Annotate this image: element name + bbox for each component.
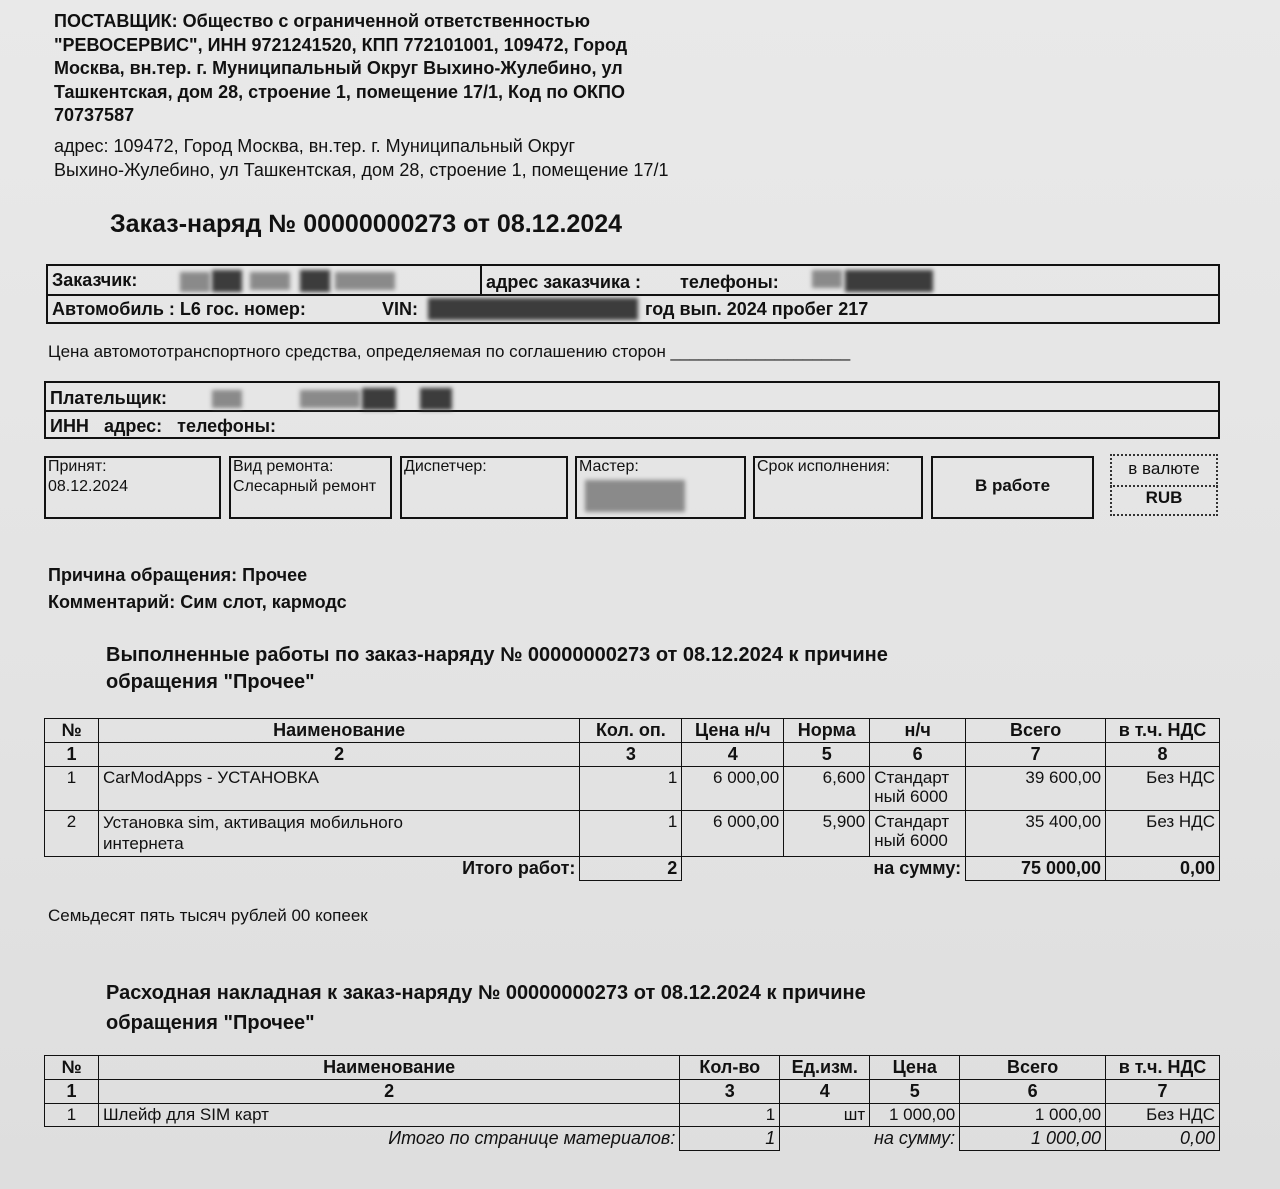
redacted-payer bbox=[212, 390, 242, 408]
row-norm: 6,600 bbox=[784, 767, 870, 811]
row-price: 6 000,00 bbox=[682, 811, 784, 857]
redacted-name bbox=[300, 270, 330, 292]
customer-address-label: адрес заказчика : bbox=[486, 272, 641, 292]
column-number: 5 bbox=[784, 743, 870, 767]
vin-label: VIN: bbox=[382, 299, 418, 319]
table-row bbox=[45, 1104, 1220, 1127]
row-name: Установка sim, активация мобильного интернета bbox=[98, 811, 579, 857]
payer-label: Плательщик: bbox=[50, 388, 167, 408]
column-number: 1 bbox=[45, 743, 99, 767]
redacted-phone bbox=[812, 270, 842, 288]
column-number-row bbox=[45, 1080, 1220, 1104]
header-cell: Норма bbox=[784, 719, 870, 743]
car-label: Автомобиль : L6 гос. номер: bbox=[52, 299, 306, 319]
info-label: Принят: bbox=[48, 458, 107, 475]
column-number-row bbox=[45, 743, 1220, 767]
column-number: 7 bbox=[966, 743, 1106, 767]
customer-phones-label: телефоны: bbox=[680, 272, 779, 292]
info-label: Вид ремонта: bbox=[233, 458, 334, 475]
column-number: 6 bbox=[960, 1080, 1106, 1104]
row-number: 1 bbox=[45, 767, 99, 811]
row-price: 1 000,00 bbox=[870, 1104, 960, 1127]
row-number: 2 bbox=[45, 811, 99, 857]
total-label: Итого работ: bbox=[45, 857, 580, 881]
table-header-row bbox=[45, 1056, 1220, 1080]
redacted-payer bbox=[300, 390, 360, 408]
customer-label: Заказчик: bbox=[52, 270, 138, 290]
price-note: Цена автомототранспортного средства, определяемая по соглашению сторон ___________________ bbox=[48, 342, 851, 361]
redacted-name bbox=[180, 272, 210, 292]
column-number: 4 bbox=[780, 1080, 870, 1104]
header-cell: Наименование bbox=[98, 719, 579, 743]
row-name: Шлейф для SIM карт bbox=[98, 1104, 679, 1127]
column-number: 4 bbox=[682, 743, 784, 767]
column-number: 5 bbox=[870, 1080, 960, 1104]
total-row bbox=[45, 857, 1220, 881]
header-cell: Наименование bbox=[98, 1056, 679, 1080]
info-value: Слесарный ремонт bbox=[233, 478, 377, 495]
works-heading-line: Выполненные работы по заказ-наряду № 00000000273 от 08.12.2024 к причине bbox=[106, 644, 888, 666]
document-title: Заказ-наряд № 00000000273 от 08.12.2024 bbox=[110, 210, 623, 238]
redacted-master bbox=[585, 480, 685, 512]
materials-table bbox=[44, 1055, 1220, 1151]
year-mileage: год вып. 2024 пробег 217 bbox=[645, 299, 869, 319]
header-cell: в т.ч. НДС bbox=[1106, 1056, 1220, 1080]
payer-inn-line: ИНН адрес: телефоны: bbox=[50, 416, 276, 436]
info-label: Диспетчер: bbox=[404, 458, 487, 475]
row-total: 1 000,00 bbox=[960, 1104, 1106, 1127]
row-total: 35 400,00 bbox=[966, 811, 1106, 857]
total-qty: 1 bbox=[680, 1127, 780, 1151]
row-vat: Без НДС bbox=[1106, 767, 1220, 811]
address-line: адрес: 109472, Город Москва, вн.тер. г. Муниципальный Округ bbox=[54, 136, 576, 156]
row-number: 1 bbox=[45, 1104, 99, 1127]
row-name: CarModApps - УСТАНОВКА bbox=[98, 767, 579, 811]
header-cell: Всего bbox=[960, 1056, 1106, 1080]
currency-value: RUB bbox=[1145, 488, 1183, 507]
column-number: 6 bbox=[870, 743, 966, 767]
redacted-payer bbox=[362, 388, 396, 410]
total-qty: 2 bbox=[580, 857, 682, 881]
row-total: 39 600,00 bbox=[966, 767, 1106, 811]
supplier-line: 70737587 bbox=[54, 105, 135, 125]
column-number: 7 bbox=[1106, 1080, 1220, 1104]
header-cell: Цена н/ч bbox=[682, 719, 784, 743]
sum-total: 1 000,00 bbox=[960, 1127, 1106, 1151]
header-cell: н/ч bbox=[870, 719, 966, 743]
materials-heading-line: Расходная накладная к заказ-наряду № 00000000273 от 08.12.2024 к причине bbox=[106, 982, 866, 1004]
works-table bbox=[44, 718, 1220, 881]
supplier-line: Москва, вн.тер. г. Муниципальный Округ Выхино-Жулебино, ул bbox=[54, 58, 623, 78]
sum-label: на сумму: bbox=[780, 1127, 960, 1151]
amount-in-words: Семьдесят пять тысяч рублей 00 копеек bbox=[48, 906, 368, 925]
header-cell: № bbox=[45, 719, 99, 743]
redacted-vin bbox=[428, 298, 638, 320]
supplier-block bbox=[54, 10, 627, 128]
supplier-line: ПОСТАВЩИК: Общество с ограниченной ответственностью bbox=[54, 11, 591, 31]
info-label: Срок исполнения: bbox=[757, 458, 890, 475]
supplier-address bbox=[54, 135, 668, 182]
column-number: 8 bbox=[1106, 743, 1220, 767]
header-cell: № bbox=[45, 1056, 99, 1080]
address-line: Выхино-Жулебино, ул Ташкентская, дом 28, строение 1, помещение 17/1 bbox=[54, 159, 669, 180]
column-number: 1 bbox=[45, 1080, 99, 1104]
row-qty: 1 bbox=[680, 1104, 780, 1127]
column-number: 3 bbox=[680, 1080, 780, 1104]
total-row bbox=[45, 1127, 1220, 1151]
info-value: 08.12.2024 bbox=[48, 478, 129, 495]
row-nh: Стандарт ный 6000 bbox=[870, 767, 966, 811]
comment-line: Комментарий: Сим слот, кармодс bbox=[48, 592, 347, 612]
materials-heading-line: обращения "Прочее" bbox=[106, 1012, 315, 1034]
currency-label: в валюте bbox=[1128, 459, 1200, 478]
sum-total: 75 000,00 bbox=[966, 857, 1106, 881]
header-cell: в т.ч. НДС bbox=[1106, 719, 1220, 743]
redacted-name bbox=[335, 272, 395, 290]
supplier-line: Ташкентская, дом 28, строение 1, помещение 17/1, Код по ОКПО bbox=[54, 81, 625, 102]
column-number: 2 bbox=[98, 1080, 679, 1104]
column-number: 3 bbox=[580, 743, 682, 767]
header-cell: Кол. оп. bbox=[580, 719, 682, 743]
table-row bbox=[45, 811, 1220, 857]
sum-label: на сумму: bbox=[682, 857, 966, 881]
row-price: 6 000,00 bbox=[682, 767, 784, 811]
sum-vat: 0,00 bbox=[1106, 857, 1220, 881]
redacted-phone bbox=[845, 270, 933, 292]
table-row bbox=[45, 767, 1220, 811]
row-vat: Без НДС bbox=[1106, 1104, 1220, 1127]
info-label: Мастер: bbox=[579, 458, 639, 475]
row-qty: 1 bbox=[580, 767, 682, 811]
total-label: Итого по странице материалов: bbox=[45, 1127, 680, 1151]
row-unit: шт bbox=[780, 1104, 870, 1127]
reason-line: Причина обращения: Прочее bbox=[48, 565, 308, 585]
works-heading-line: обращения "Прочее" bbox=[106, 671, 315, 693]
table-header-row bbox=[45, 719, 1220, 743]
row-norm: 5,900 bbox=[784, 811, 870, 857]
redacted-name bbox=[212, 270, 242, 292]
redacted-payer bbox=[420, 388, 452, 410]
supplier-line: "РЕВОСЕРВИС", ИНН 9721241520, КПП 772101001, 109472, Город bbox=[54, 34, 628, 55]
works-heading bbox=[106, 642, 888, 696]
row-vat: Без НДС bbox=[1106, 811, 1220, 857]
materials-heading bbox=[106, 978, 866, 1038]
row-qty: 1 bbox=[580, 811, 682, 857]
row-nh: Стандарт ный 6000 bbox=[870, 811, 966, 857]
header-cell: Ед.изм. bbox=[780, 1056, 870, 1080]
header-cell: Всего bbox=[966, 719, 1106, 743]
status-value: В работе bbox=[974, 476, 1051, 495]
redacted-name bbox=[250, 272, 290, 290]
sum-vat: 0,00 bbox=[1106, 1127, 1220, 1151]
column-number: 2 bbox=[98, 743, 579, 767]
header-cell: Кол-во bbox=[680, 1056, 780, 1080]
header-cell: Цена bbox=[870, 1056, 960, 1080]
